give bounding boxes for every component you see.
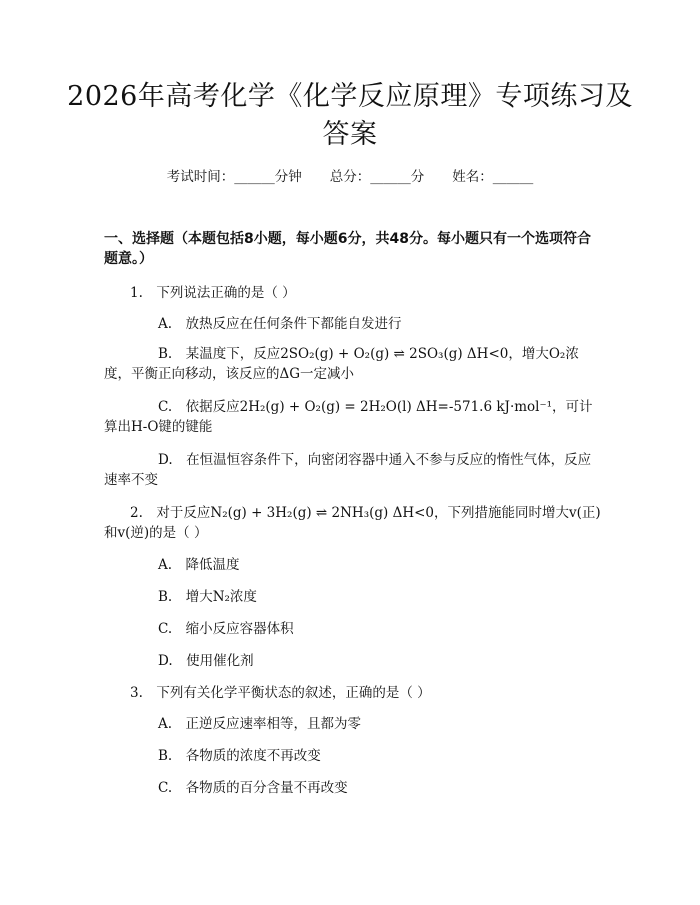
question-2-option-b: B. 增大N₂浓度 bbox=[158, 589, 257, 605]
question-1-option-d: D. 在恒温恒容条件下，向密闭容器中通入不参与反应的惰性气体，反应速率不变 bbox=[104, 452, 592, 488]
question-2-stem: 2. 对于反应N₂(g) + 3H₂(g) ⇌ 2NH₃(g) ΔH<0，下列措施能同时增大v(正)和v(逆)的是（ ） bbox=[104, 505, 601, 541]
question-1-option-c: C. 依据反应2H₂(g) + O₂(g) = 2H₂O(l) ΔH=-571.6 kJ·mol⁻¹，可计算出H-O键的键能 bbox=[104, 399, 593, 435]
question-2-option-d: D. 使用催化剂 bbox=[158, 653, 254, 669]
question-3-option-b: B. 各物质的浓度不再改变 bbox=[158, 748, 321, 764]
question-3-option-a: A. 正逆反应速率相等，且都为零 bbox=[158, 716, 362, 732]
total-score-field: 总分：______分 bbox=[329, 169, 425, 185]
document-title: 2026年高考化学《化学反应原理》专项练习及答案 bbox=[67, 81, 633, 150]
question-1-option-b: B. 某温度下，反应2SO₂(g) + O₂(g) ⇌ 2SO₃(g) ΔH<0，增大O₂浓度，平衡正向移动，该反应的ΔG一定减小 bbox=[104, 346, 579, 382]
name-field: 姓名：______ bbox=[452, 169, 534, 185]
question-1-option-a: A. 放热反应在任何条件下都能自发进行 bbox=[158, 316, 402, 332]
question-2-option-c: C. 缩小反应容器体积 bbox=[158, 621, 294, 637]
exam-time-field: 考试时间：______分钟 bbox=[166, 169, 302, 185]
exam-meta-line bbox=[0, 168, 700, 186]
question-3-option-c: C. 各物质的百分含量不再改变 bbox=[158, 780, 348, 796]
question-2-option-a: A. 降低温度 bbox=[158, 557, 240, 573]
question-3-stem: 3. 下列有关化学平衡状态的叙述，正确的是（ ） bbox=[130, 685, 431, 701]
question-1-stem: 1. 下列说法正确的是（ ） bbox=[130, 285, 296, 301]
section-heading: 一、选择题（本题包括8小题，每小题6分，共48分。每小题只有一个选项符合题意。） bbox=[104, 231, 591, 267]
